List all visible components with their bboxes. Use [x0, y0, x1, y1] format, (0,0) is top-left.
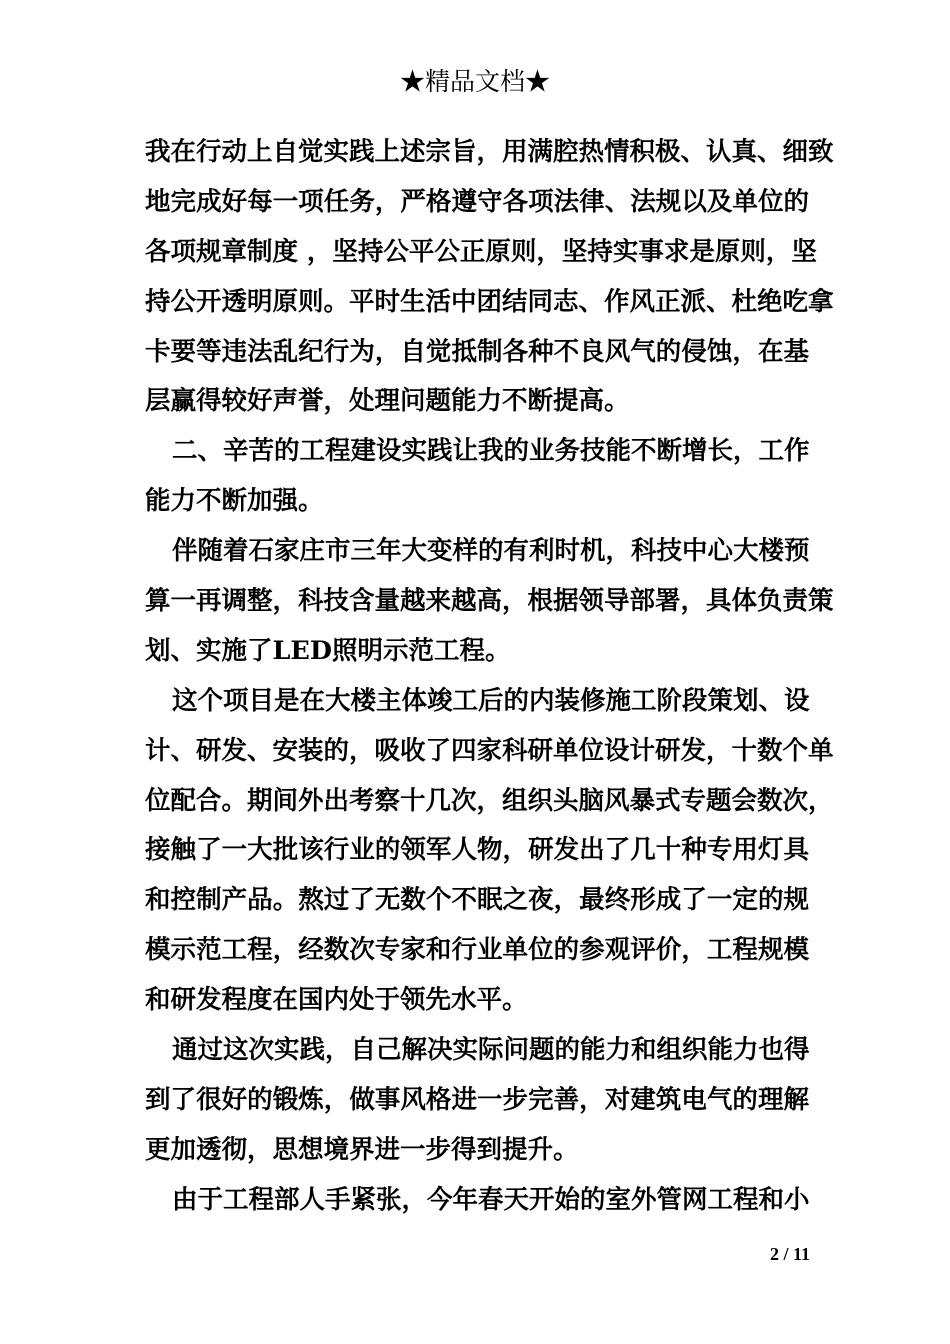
text-line: 算一再调整，科技含量越来越高，根据领导部署，具体负责策	[145, 586, 834, 617]
text-line: 这个项目是在大楼主体竣工后的内装修施工阶段策划、设	[172, 685, 810, 716]
page-number: 2 / 11	[769, 1244, 810, 1264]
text-line: 和控制产品。熬过了无数个不眠之夜，最终形成了一定的规	[145, 885, 809, 916]
document-body	[145, 128, 834, 1226]
text-line: 通过这次实践，自己解决实际问题的能力和组织能力也得	[172, 1035, 810, 1066]
section-heading-line: 二、辛苦的工程建设实践让我的业务技能不断增长，工作	[172, 436, 810, 467]
text-line: 划、实施了LED照明示范工程。	[145, 635, 511, 666]
page-header-title: ★精品文档★	[399, 67, 550, 96]
text-line: 卡要等违法乱纪行为，自觉抵制各种不良风气的侵蚀，在基	[145, 336, 809, 367]
text-line: 接触了一大批该行业的领军人物，研发出了几十种专用灯具	[145, 835, 809, 866]
text-line: 我在行动上自觉实践上述宗旨，用满腔热情积极、认真、细致	[145, 137, 834, 167]
section-heading-line: 能力不断加强。	[145, 486, 324, 517]
text-line: 模示范工程，经数次专家和行业单位的参观评价，工程规模	[145, 935, 809, 966]
text-line: 到了很好的锻炼，做事风格进一步完善，对建筑电气的理解	[145, 1084, 809, 1115]
text-line: 各项规章制度 ，坚持公平公正原则，坚持实事求是原则，坚	[145, 236, 817, 267]
text-line: 持公开透明原则。平时生活中团结同志、作风正派、杜绝吃拿	[145, 286, 834, 317]
text-line: 和研发程度在国内处于领先水平。	[145, 985, 528, 1016]
text-line: 计、研发、安装的，吸收了四家科研单位设计研发，十数个单	[145, 735, 834, 766]
text-line: 地完成好每一项任务，严格遵守各项法律、法规以及单位的	[145, 186, 809, 217]
text-line: 更加透彻，思想境界进一步得到提升。	[145, 1134, 579, 1165]
text-line: 层赢得较好声誉，处理问题能力不断提高。	[145, 386, 630, 417]
text-line: 由于工程部人手紧张，今年春天开始的室外管网工程和小	[172, 1184, 810, 1215]
text-line: 伴随着石家庄市三年大变样的有利时机，科技中心大楼预	[172, 536, 810, 567]
text-line: 位配合。期间外出考察十几次，组织头脑风暴式专题会数次，	[145, 785, 834, 816]
